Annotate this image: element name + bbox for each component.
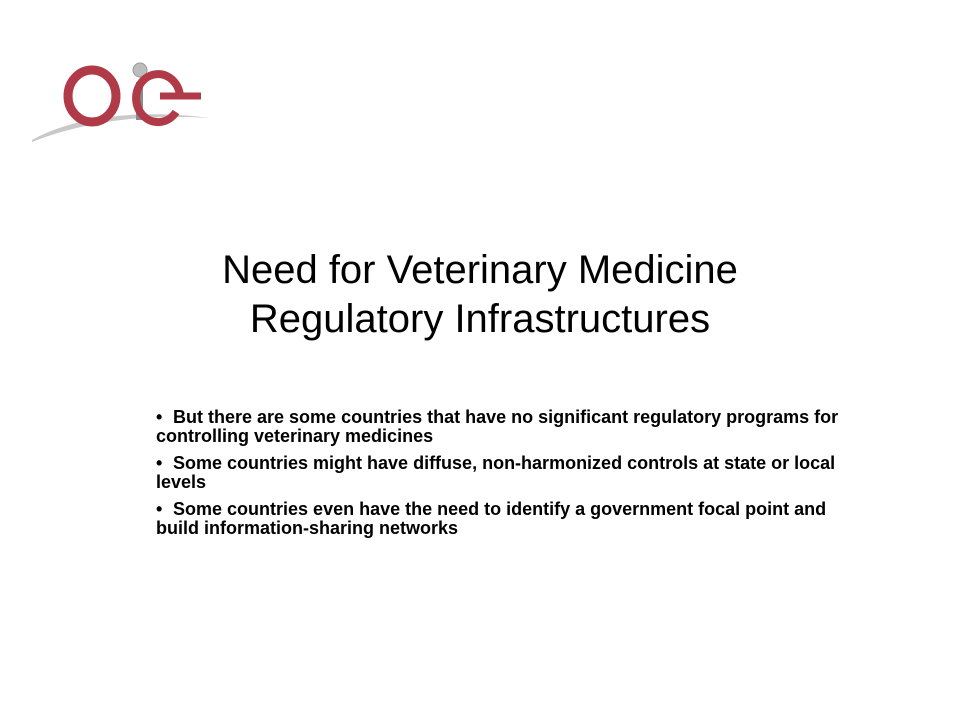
bullet-marker: • bbox=[156, 407, 163, 427]
logo-swoosh bbox=[32, 114, 210, 142]
oie-logo bbox=[28, 52, 218, 148]
oie-logo-graphic bbox=[28, 52, 218, 148]
bullet-text: Some countries might have diffuse, non-harmonized controls at state or local levels bbox=[156, 453, 836, 492]
bullet-text: But there are some countries that have no significant regulatory programs for controlling veterinary medicines bbox=[156, 407, 839, 446]
bullet-item bbox=[156, 500, 856, 538]
slide-title-line-2: Regulatory Infrastructures bbox=[249, 297, 711, 341]
bullet-marker: • bbox=[156, 499, 163, 519]
bullet-item bbox=[156, 454, 856, 492]
bullet-item bbox=[156, 408, 856, 446]
bullet-text: Some countries even have the need to identify a government focal point and build information-sharing networks bbox=[156, 499, 827, 538]
bullet-list bbox=[156, 408, 856, 546]
logo-letter-o bbox=[68, 70, 116, 122]
slide-title-line-1: Need for Veterinary Medicine bbox=[222, 248, 738, 292]
slide-title bbox=[100, 246, 860, 344]
bullet-marker: • bbox=[156, 453, 163, 473]
